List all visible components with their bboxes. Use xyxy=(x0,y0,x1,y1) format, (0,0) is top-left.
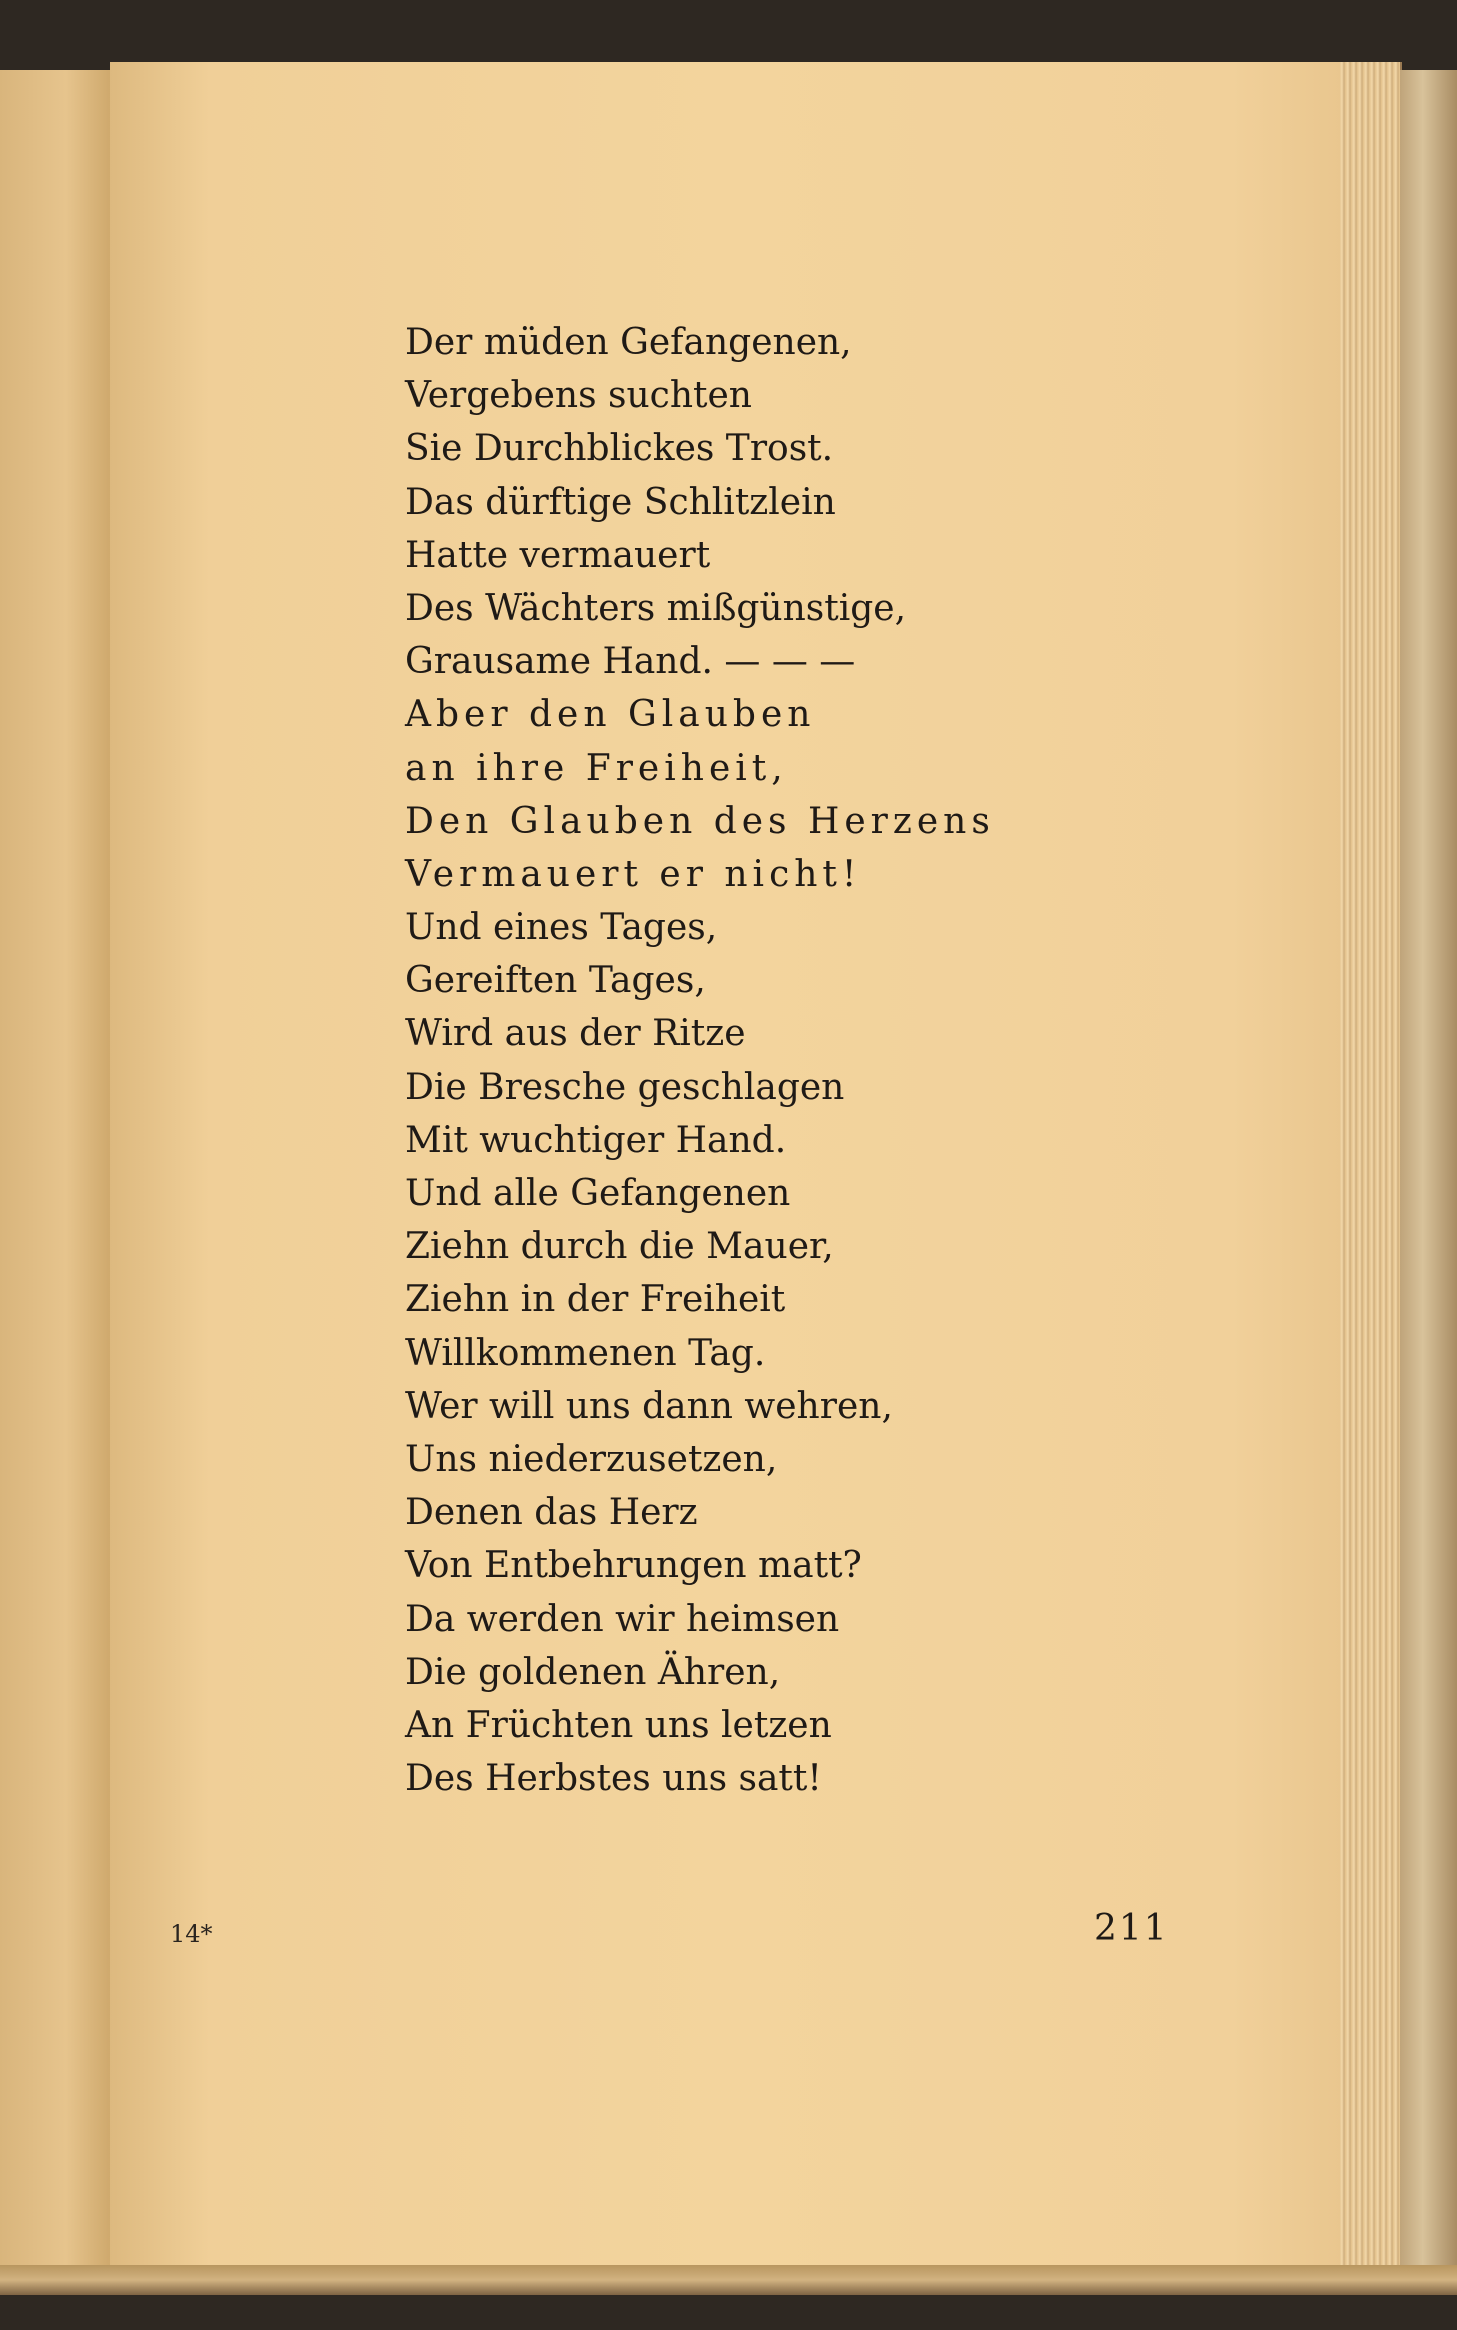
poem-line: Grausame Hand. — — — xyxy=(405,641,856,683)
poem-line: Gereiften Tages, xyxy=(405,960,706,1002)
poem-line: Vermauert er nicht! xyxy=(405,853,862,895)
book-cover-edge xyxy=(1400,70,1457,2270)
poem-line: Ziehn durch die Mauer, xyxy=(405,1226,834,1268)
poem-line: Wird aus der Ritze xyxy=(405,1013,746,1055)
poem-line: Mit wuchtiger Hand. xyxy=(405,1119,787,1161)
poem-line: an ihre Freiheit, xyxy=(405,747,788,789)
poem-line: Sie Durchblickes Trost. xyxy=(405,428,834,470)
poem-line: Die goldenen Ähren, xyxy=(405,1651,781,1693)
poem-line: Willkommenen Tag. xyxy=(405,1332,766,1374)
poem-line: Der müden Gefangenen, xyxy=(405,322,852,363)
poem-line: Da werden wir heimsen xyxy=(405,1598,840,1640)
poem-line: Hatte vermauert xyxy=(405,534,711,576)
page-number: 211 xyxy=(1094,1908,1169,1949)
poem-line: Des Herbstes uns satt! xyxy=(405,1758,822,1800)
poem-line: Aber den Glauben xyxy=(405,694,816,736)
book-bottom-edge xyxy=(0,2265,1457,2295)
poem-line: Des Wächters mißgünstige, xyxy=(405,587,907,629)
page-block-edges xyxy=(1340,62,1402,2272)
signature-mark: 14* xyxy=(170,1920,213,1948)
poem-line: Ziehn in der Freiheit xyxy=(405,1279,786,1321)
poem-line: Das dürftige Schlitzlein xyxy=(405,481,836,523)
poem-line: Vergebens suchten xyxy=(405,375,752,417)
poem-line: Denen das Herz xyxy=(405,1492,698,1534)
poem-line: Die Bresche geschlagen xyxy=(405,1066,845,1108)
poem-line: Uns niederzusetzen, xyxy=(405,1438,778,1480)
poem-line: Und alle Gefangenen xyxy=(405,1173,791,1214)
poem-line: Von Entbehrungen matt? xyxy=(405,1545,862,1587)
poem-line: Und eines Tages, xyxy=(405,907,718,949)
poem-line: Wer will uns dann wehren, xyxy=(405,1385,893,1427)
poem-line: Den Glauben des Herzens xyxy=(405,800,995,842)
poem-text xyxy=(405,316,1305,1805)
left-page-edge xyxy=(0,70,113,2280)
poem-line: An Früchten uns letzen xyxy=(405,1704,832,1746)
